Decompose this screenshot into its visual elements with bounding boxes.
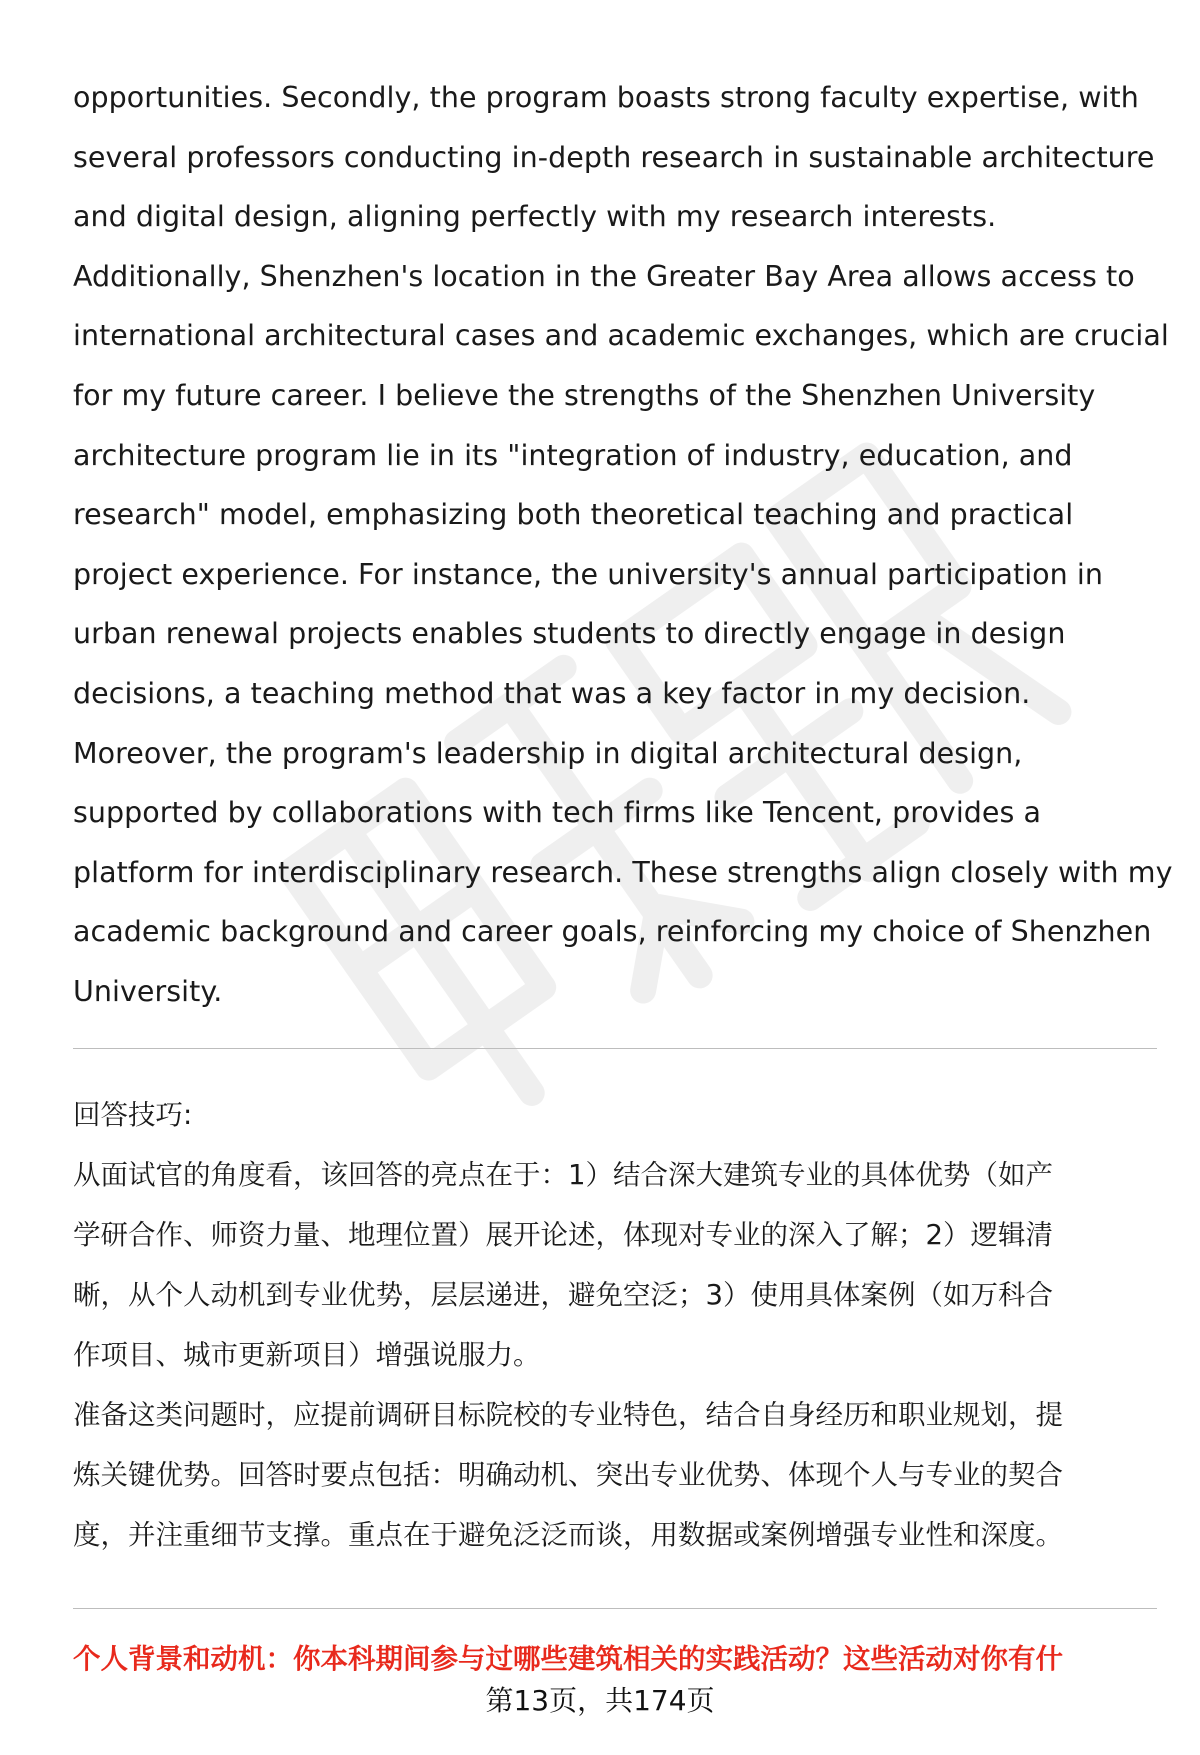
tips-line: 作项目、城市更新项目）增强说服力。 — [73, 1339, 541, 1371]
answer-tips-section — [73, 1085, 1157, 1565]
body-line: international architectural cases and academic exchanges, which are crucial — [73, 319, 1169, 353]
body-line: several professors conducting in-depth research in sustainable architecture — [73, 140, 1155, 174]
tips-line: 度，并注重细节支撑。重点在于避免泛泛而谈，用数据或案例增强专业性和深度。 — [73, 1519, 1063, 1551]
body-line: urban renewal projects enables students to directly engage in design — [73, 617, 1066, 651]
body-line: for my future career. I believe the strengths of the Shenzhen University — [73, 378, 1096, 412]
body-line: decisions, a teaching method that was a key factor in my decision. — [73, 676, 1031, 710]
section-divider — [73, 1048, 1157, 1049]
body-line: Additionally, Shenzhen's location in the Greater Bay Area allows access to — [73, 259, 1135, 293]
body-line: architecture program lie in its "integration of industry, education, and — [73, 438, 1073, 472]
tips-line: 晰，从个人动机到专业优势，层层递进，避免空泛；3）使用具体案例（如万科合 — [73, 1279, 1053, 1311]
section-divider — [73, 1608, 1157, 1609]
body-line: and digital design, aligning perfectly with my research interests. — [73, 200, 997, 234]
tips-line: 从面试官的角度看，该回答的亮点在于：1）结合深大建筑专业的具体优势（如产 — [73, 1159, 1053, 1191]
body-line: University. — [73, 974, 223, 1008]
tips-line: 学研合作、师资力量、地理位置）展开论述，体现对专业的深入了解；2）逻辑清 — [73, 1219, 1053, 1251]
body-line: opportunities. Secondly, the program boasts strong faculty expertise, with — [73, 81, 1139, 114]
body-line: project experience. For instance, the university's annual participation in — [73, 557, 1103, 591]
tips-heading: 回答技巧: — [73, 1099, 193, 1131]
page-number: 第13页，共174页 — [485, 1684, 715, 1717]
body-line: platform for interdisciplinary research. These strengths align closely with my — [73, 855, 1173, 889]
body-line: supported by collaborations with tech firms like Tencent, provides a — [73, 796, 1042, 830]
body-line: Moreover, the program's leadership in digital architectural design, — [73, 736, 1023, 770]
tips-line: 炼关键优势。回答时要点包括：明确动机、突出专业优势、体现个人与专业的契合 — [73, 1459, 1063, 1491]
tips-line: 准备这类问题时，应提前调研目标院校的专业特色，结合自身经历和职业规划，提 — [73, 1399, 1063, 1431]
body-line: research" model, emphasizing both theoretical teaching and practical — [73, 498, 1074, 532]
document-page — [73, 68, 1173, 1022]
body-line: academic background and career goals, reinforcing my choice of Shenzhen — [73, 915, 1152, 949]
next-question-heading: 个人背景和动机：你本科期间参与过哪些建筑相关的实践活动？这些活动对你有什 — [73, 1643, 1063, 1675]
answer-body-text — [73, 68, 1173, 1022]
